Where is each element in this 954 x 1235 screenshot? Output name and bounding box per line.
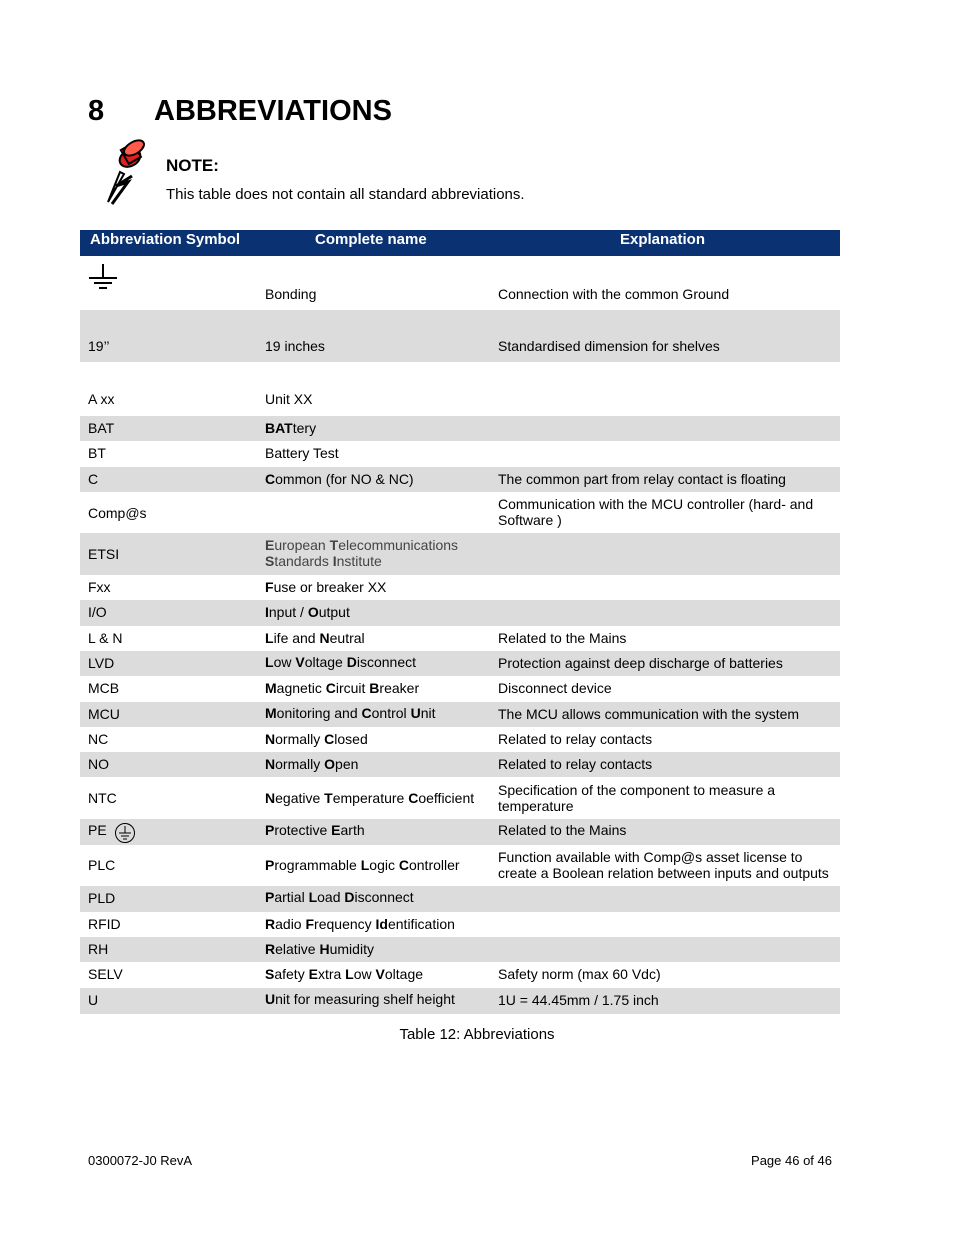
row-name: Magnetic Circuit Breaker — [265, 680, 420, 696]
row-explanation: Disconnect device — [498, 680, 612, 696]
row-symbol: MCB — [88, 680, 120, 696]
row-name: Monitoring and Control Unit — [265, 705, 436, 721]
header-name: Complete name — [315, 231, 427, 248]
row-symbol: NTC — [88, 790, 117, 806]
row-symbol: PLD — [88, 890, 116, 906]
row-explanation: Specification of the component to measure a temperature — [498, 782, 776, 814]
row-name: Life and Neutral — [265, 630, 365, 646]
row-symbol: Comp@s — [88, 505, 147, 521]
row-explanation: The MCU allows communication with the system — [498, 706, 800, 722]
note-title: NOTE: — [166, 156, 219, 175]
table-row — [80, 912, 840, 937]
row-name: Input / Output — [265, 604, 350, 620]
row-explanation: Related to relay contacts — [498, 756, 653, 772]
row-name: BATtery — [265, 420, 317, 436]
row-symbol: NO — [88, 756, 109, 772]
row-name: 19 inches — [265, 338, 325, 354]
table-row — [80, 777, 840, 819]
row-name: Fuse or breaker XX — [265, 579, 387, 595]
row-symbol: Fxx — [88, 579, 111, 595]
table-row — [80, 600, 840, 626]
row-symbol: RH — [88, 941, 109, 957]
table-row — [80, 962, 840, 988]
header-explanation: Explanation — [620, 231, 706, 248]
note-text: This table does not contain all standard abbreviations. — [166, 186, 525, 203]
row-name: Common (for NO & NC) — [265, 471, 414, 487]
ground-symbol-icon — [86, 262, 120, 294]
row-symbol: LVD — [88, 655, 115, 671]
table-row — [80, 727, 840, 752]
table-caption: Table 12: Abbreviations — [399, 1026, 555, 1043]
row-name: Relative Humidity — [265, 941, 374, 957]
table-header — [80, 230, 840, 256]
table-row — [80, 256, 840, 310]
row-symbol: BAT — [88, 420, 115, 436]
table-row — [80, 676, 840, 702]
footer-doc-id: 0300072-J0 RevA — [88, 1153, 193, 1168]
row-name: Bonding — [265, 286, 317, 302]
row-symbol: PLC — [88, 857, 116, 873]
row-explanation: Function available with Comp@s asset license to create a Boolean relation between inputs and outputs — [498, 849, 829, 881]
table-row — [80, 362, 840, 416]
table-row — [80, 752, 840, 777]
table-row — [80, 467, 840, 492]
row-explanation: Related to the Mains — [498, 630, 627, 646]
section-title: ABBREVIATIONS — [154, 95, 392, 127]
row-name: Negative Temperature Coefficient — [265, 790, 475, 806]
table-row — [80, 533, 840, 575]
row-symbol: U — [88, 992, 99, 1008]
table-row — [80, 310, 840, 362]
table-row — [80, 845, 840, 886]
row-symbol: BT — [88, 445, 106, 461]
table-row — [80, 626, 840, 651]
row-explanation: Communication with the MCU controller (hard- and Software ) — [498, 496, 814, 528]
abbreviations-table — [80, 230, 840, 1014]
row-explanation: Related to the Mains — [498, 822, 627, 838]
row-explanation: The common part from relay contact is floating — [498, 471, 786, 487]
row-symbol: SELV — [88, 966, 123, 982]
pushpin-icon — [102, 138, 158, 206]
row-symbol: PE — [88, 822, 107, 838]
header-symbol: Abbreviation Symbol — [90, 231, 241, 248]
footer-page-number: Page 46 of 46 — [751, 1153, 832, 1168]
table-row — [80, 416, 840, 441]
row-explanation: Connection with the common Ground — [498, 286, 730, 302]
row-name: European Telecommunications Standards Institute — [265, 537, 459, 569]
table-row — [80, 492, 840, 533]
table-row — [80, 937, 840, 962]
section-number: 8 — [88, 95, 105, 127]
row-name: Battery Test — [265, 445, 339, 461]
row-explanation: Safety norm (max 60 Vdc) — [498, 966, 661, 982]
row-name: Normally Open — [265, 756, 359, 772]
row-name: Low Voltage Disconnect — [265, 654, 417, 670]
row-name: Protective Earth — [265, 822, 365, 838]
row-symbol: A xx — [88, 391, 115, 407]
row-explanation: Related to relay contacts — [498, 731, 653, 747]
row-symbol: I/O — [88, 604, 107, 620]
table-row — [80, 702, 840, 727]
row-explanation: 1U = 44.45mm / 1.75 inch — [498, 992, 659, 1008]
row-symbol: NC — [88, 731, 109, 747]
row-symbol: RFID — [88, 916, 121, 932]
row-name: Normally Closed — [265, 731, 368, 747]
row-explanation: Protection against deep discharge of batteries — [498, 655, 783, 671]
row-name: Unit XX — [265, 391, 313, 407]
row-name: Programmable Logic Controller — [265, 857, 460, 873]
row-symbol: ETSI — [88, 546, 120, 562]
table-row — [80, 988, 840, 1014]
table-row — [80, 575, 840, 600]
row-explanation: Standardised dimension for shelves — [498, 338, 720, 354]
row-symbol: C — [88, 471, 99, 487]
table-row — [80, 441, 840, 467]
protective-earth-icon — [114, 822, 136, 844]
row-name: Partial Load Disconnect — [265, 889, 414, 905]
row-symbol: L & N — [88, 630, 123, 646]
row-name: Safety Extra Low Voltage — [265, 966, 424, 982]
row-symbol: 19’’ — [88, 338, 110, 354]
row-symbol: MCU — [88, 706, 120, 722]
table-row — [80, 651, 840, 676]
table-row — [80, 819, 840, 845]
row-name: Unit for measuring shelf height — [265, 991, 455, 1007]
row-name: Radio Frequency Identification — [265, 916, 455, 932]
table-row — [80, 886, 840, 912]
